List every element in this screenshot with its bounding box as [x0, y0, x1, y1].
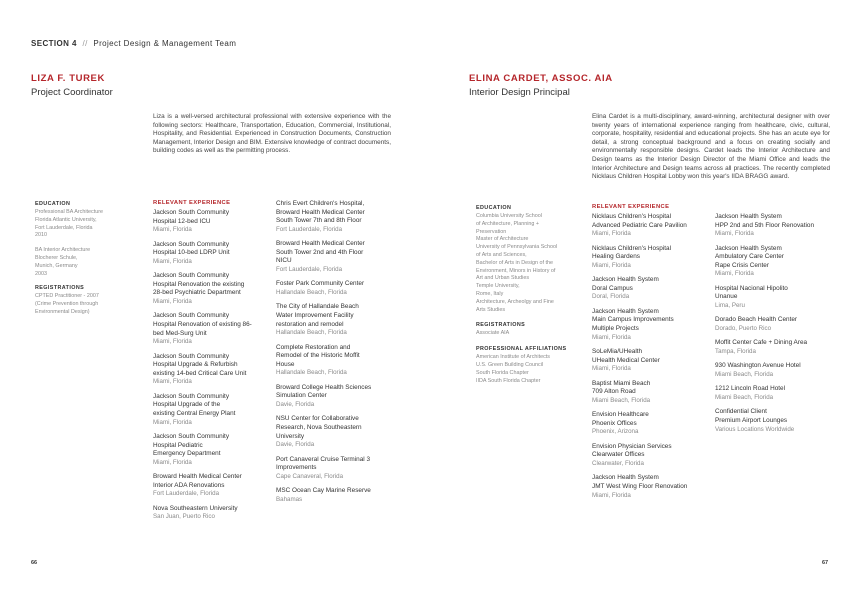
project-title-line: Hospital Pediatric	[153, 441, 203, 449]
project-title-line: South Tower 2nd and 4th Floor	[276, 248, 364, 256]
project-title-line: Hospital Renovation of existing 86-	[153, 320, 252, 328]
info-line: IIDA South Florida Chapter	[476, 377, 541, 384]
project-location: Clearwater, Florida	[592, 459, 644, 467]
info-line: Munich, Germany	[35, 262, 78, 269]
project-location: Davie, Florida	[276, 400, 315, 408]
project-location: Dorado, Puerto Rico	[715, 324, 772, 332]
project-location: Miami, Florida	[153, 257, 192, 265]
project-title-line: Jackson South Community	[153, 272, 230, 280]
project-title-line: Envision Physician Services	[592, 442, 672, 450]
right-bio: Elina Cardet is a multi-disciplinary, award-winning, architectural designer with over twenty years of international experience ranging from healthcare, civic, cultural, corporate, hospitality, residential and educational projects. She has an acute eye for detail, a strong conceptual background and a focus on creating socially and environmentally responsible designs. Cardet leads the Interior Architecture and Design teams as the Interior Design Director of the Miami Office and leads the Interior Architecture and Design teams across all practices. The recently completed Nicklaus Children Hospital Lobby won this year's IIDA BRAGG award.	[592, 113, 830, 181]
project-location: Miami, Florida	[153, 338, 192, 346]
project-title-line: Jackson Health System	[592, 474, 659, 482]
project-title-line: Nova Southeastern University	[153, 504, 238, 512]
project-location: Miami, Florida	[153, 458, 192, 466]
info-line: South Florida Chapter	[476, 369, 529, 376]
project-item	[276, 303, 394, 337]
project-title-line: Hospital 10-bed LDRP Unit	[153, 249, 230, 257]
info-line: 2010	[35, 232, 47, 239]
project-location: Miami, Florida	[715, 270, 754, 278]
info-line: 2003	[35, 270, 47, 277]
project-item	[715, 285, 835, 311]
left-experience-label: RELEVANT EXPERIENCE	[153, 200, 231, 206]
project-title-line: Hospital Upgrade of the	[153, 401, 221, 409]
project-title-line: Research, Nova Southeastern	[276, 423, 362, 431]
project-title-line: Chris Evert Children's Hospital,	[276, 200, 365, 207]
project-title-line: Premium Airport Lounges	[715, 416, 788, 424]
project-title-line: Envision Healthcare	[592, 411, 649, 419]
right-registrations-label: REGISTRATIONS	[476, 322, 526, 329]
project-title-line: Jackson Health System	[592, 307, 659, 315]
info-line: Arts Studies	[476, 306, 506, 313]
project-title-line: restoration and remodel	[276, 320, 344, 328]
right-education-label: EDUCATION	[476, 205, 512, 211]
right-sidebar	[476, 205, 588, 385]
project-location: Davie, Florida	[276, 441, 315, 449]
project-title-line: Remodel of the Historic Moffit	[276, 352, 360, 360]
project-title-line: Hospital 12-bed ICU	[153, 217, 211, 225]
project-location: Phoenix, Arizona	[592, 428, 639, 436]
section-header	[31, 39, 236, 48]
project-location: Miami, Florida	[592, 230, 631, 238]
project-title-line: Jackson South Community	[153, 352, 230, 360]
section-number: SECTION 4	[31, 39, 77, 48]
project-item	[592, 308, 710, 342]
project-title-line: 1212 Lincoln Road Hotel	[715, 385, 785, 393]
project-item	[153, 505, 271, 522]
project-item	[715, 362, 835, 379]
project-title-line: Broward College Health Sciences	[276, 383, 372, 391]
info-line: of Architecture, Planning +	[476, 220, 540, 227]
project-title-line: South Tower 7th and 8th Floor	[276, 217, 362, 225]
project-title-line: HPP 2nd and 5th Floor Renovation	[715, 221, 815, 229]
left-sidebar	[35, 201, 145, 317]
project-title-line: House	[276, 360, 295, 368]
project-location: Hallandale Beach, Florida	[276, 329, 347, 337]
project-item	[153, 393, 271, 427]
right-experience-col1	[592, 213, 710, 506]
project-title-line: Doral Campus	[592, 284, 633, 292]
project-title-line: Unanue	[715, 293, 738, 301]
info-line: Professional BA Architecture	[35, 209, 104, 215]
right-affiliations-list	[476, 354, 588, 385]
info-line: Preservation	[476, 228, 507, 235]
project-title-line: Water Improvement Facility	[276, 311, 354, 319]
project-item	[592, 443, 710, 469]
project-title-line: Phoenix Offices	[592, 419, 637, 427]
info-line: Fort Lauderdale, Florida	[35, 224, 93, 231]
project-title-line: NSU Center for Collaborative	[276, 415, 359, 423]
project-item	[276, 487, 394, 504]
project-item	[592, 348, 710, 374]
project-title-line: Hospital Nacional Hipolito	[715, 284, 788, 292]
project-title-line: Jackson Health System	[715, 213, 782, 220]
project-location: Fort Lauderdale, Florida	[276, 225, 343, 233]
project-title-line: JMT West Wing Floor Renovation	[592, 482, 688, 490]
project-item	[715, 339, 835, 356]
project-location: Bahamas	[276, 495, 303, 503]
project-title-line: University	[276, 432, 305, 440]
project-item	[276, 200, 394, 234]
project-title-line: Healing Gardens	[592, 253, 640, 261]
info-line: BA Interior Architecture	[35, 247, 91, 254]
project-location: Fort Lauderdale, Florida	[276, 265, 343, 273]
project-location: Miami, Florida	[592, 261, 631, 269]
project-title-line: Clearwater Offices	[592, 451, 645, 459]
project-item	[715, 385, 835, 402]
info-line: Associate AIA	[476, 330, 510, 337]
project-item	[153, 433, 271, 467]
project-title-line: 709 Alton Road	[592, 388, 636, 396]
info-line: University of Pennsylvania School	[476, 244, 558, 251]
project-item	[276, 384, 394, 410]
project-location: Various Locations Worldwide	[715, 425, 795, 433]
project-location: Miami, Florida	[153, 297, 192, 305]
project-title-line: MSC Ocean Cay Marine Reserve	[276, 487, 371, 495]
project-location: Miami Beach, Florida	[715, 393, 774, 401]
project-location: Miami Beach, Florida	[715, 370, 774, 378]
project-title-line: Rape Crisis Center	[715, 261, 769, 269]
project-title-line: existing Central Energy Plant	[153, 409, 236, 417]
project-title-line: Advanced Pediatric Care Pavilion	[592, 221, 687, 229]
left-education-label: EDUCATION	[35, 201, 71, 207]
left-page-number: 66	[31, 560, 38, 566]
project-item	[276, 280, 394, 297]
project-title-line: 930 Washington Avenue Hotel	[715, 362, 801, 370]
project-item	[592, 245, 710, 271]
info-line: of Arts and Sciences,	[476, 251, 527, 258]
project-location: Hallandale Beach, Florida	[276, 369, 347, 377]
right-registrations-list	[476, 330, 588, 338]
right-education-list	[476, 213, 588, 314]
info-line: Bachelor of Arts in Design of the	[476, 259, 554, 266]
project-item	[153, 473, 271, 499]
right-person-name: ELINA CARDET, ASSOC. AIA	[469, 73, 613, 84]
left-person-name: LIZA F. TUREK	[31, 73, 105, 84]
project-title-line: Hospital Upgrade & Refurbish	[153, 361, 238, 369]
project-location: Miami Beach, Florida	[592, 396, 651, 404]
project-item	[715, 213, 835, 239]
info-line: Architecture, Archeolgy and Fine	[476, 298, 554, 305]
project-item	[153, 209, 271, 235]
left-experience-col2	[276, 200, 394, 510]
project-title-line: Broward Health Medical Center	[276, 240, 365, 248]
left-person-role: Project Coordinator	[31, 87, 113, 98]
project-location: Fort Lauderdale, Florida	[153, 490, 220, 498]
project-location: Miami, Florida	[153, 378, 192, 386]
section-separator: //	[82, 39, 88, 48]
project-item	[592, 474, 710, 500]
info-line: (Crime Prevention through	[35, 301, 99, 308]
project-location: Miami, Florida	[592, 491, 631, 499]
project-item	[715, 245, 835, 279]
project-item	[276, 456, 394, 482]
project-title-line: Multiple Projects	[592, 324, 639, 332]
project-item	[276, 344, 394, 378]
left-education-list	[35, 209, 145, 278]
info-line: CPTED Practitioner - 2007	[35, 293, 99, 300]
project-title-line: Simulation Center	[276, 392, 327, 400]
project-title-line: Confidential Client	[715, 408, 767, 416]
project-title-line: Emergency Department	[153, 450, 221, 458]
left-registrations-list	[35, 293, 145, 316]
info-line: Temple University,	[476, 283, 520, 290]
info-line: Environment, Minors in History of	[476, 267, 556, 274]
section-title: Project Design & Management Team	[93, 39, 237, 48]
right-person-role: Interior Design Principal	[469, 87, 570, 98]
project-title-line: Nicklaus Children's Hospital	[592, 244, 672, 252]
project-location: Miami, Florida	[153, 418, 192, 426]
left-bio: Liza is a well-versed architectural professional with extensive experience with the following sectors: Healthcare, Transportation, Education, Commercial, Institutional, Hospitality, and Residential. Experienced in Construction Documents, Construction Management, Interior Design and BIM. Extensive knowledge of contract documents, building codes as well as the permitting process.	[153, 113, 391, 155]
project-item	[715, 316, 835, 333]
project-location: Cape Canaveral, Florida	[276, 472, 344, 480]
right-page-number: 67	[822, 560, 829, 566]
project-title-line: UHealth Medical Center	[592, 356, 660, 364]
project-title-line: The City of Hallandale Beach	[276, 303, 359, 311]
project-item	[592, 276, 710, 302]
info-line: Rome, Italy	[476, 290, 504, 297]
project-title-line: SoLeMia/UHealth	[592, 347, 643, 355]
info-line: Master of Architecture	[476, 236, 529, 243]
info-line: Blocherer Schule,	[35, 254, 78, 261]
project-item	[592, 411, 710, 437]
project-item	[153, 241, 271, 267]
info-line: American Institute of Architects	[476, 354, 551, 361]
project-item	[592, 213, 710, 239]
project-title-line: Improvements	[276, 464, 317, 472]
project-item	[153, 353, 271, 387]
project-location: Miami, Florida	[153, 226, 192, 234]
info-line: Florida Atlantic University,	[35, 216, 97, 223]
project-title-line: Jackson South Community	[153, 312, 230, 320]
project-item	[715, 408, 835, 434]
project-title-line: Nicklaus Children's Hospital	[592, 213, 672, 220]
project-location: Miami, Florida	[715, 230, 754, 238]
project-title-line: NICU	[276, 257, 292, 265]
project-title-line: Jackson Health System	[715, 244, 782, 252]
left-registrations-label: REGISTRATIONS	[35, 285, 85, 292]
project-location: Miami, Florida	[592, 365, 631, 373]
project-title-line: Jackson South Community	[153, 240, 230, 248]
project-title-line: Port Canaveral Cruise Terminal 3	[276, 455, 371, 463]
project-location: Miami, Florida	[592, 333, 631, 341]
project-location: Tampa, Florida	[715, 347, 756, 355]
project-title-line: existing 14-bed Critical Care Unit	[153, 369, 247, 377]
project-item	[153, 272, 271, 306]
project-title-line: Hospital Renovation the existing	[153, 280, 245, 288]
project-title-line: Jackson South Community	[153, 432, 230, 440]
project-title-line: bed Med-Surg Unit	[153, 329, 207, 337]
project-item	[592, 380, 710, 406]
right-experience-col2	[715, 213, 835, 440]
left-experience-col1	[153, 209, 271, 528]
project-location: Doral, Florida	[592, 293, 630, 301]
project-item	[153, 312, 271, 346]
info-line: Environmental Design)	[35, 308, 90, 315]
project-title-line: Broward Health Medical Center	[276, 208, 365, 216]
info-line: Art and Urban Studies	[476, 275, 530, 282]
project-title-line: Ambulatory Care Center	[715, 253, 784, 261]
project-item	[276, 240, 394, 274]
project-title-line: Jackson South Community	[153, 392, 230, 400]
project-location: San Juan, Puerto Rico	[153, 513, 215, 521]
right-experience-label: RELEVANT EXPERIENCE	[592, 204, 670, 210]
project-title-line: Complete Restoration and	[276, 343, 351, 351]
project-title-line: Moffit Center Cafe + Dining Area	[715, 339, 808, 347]
project-title-line: Interior ADA Renovations	[153, 481, 225, 489]
project-title-line: Dorado Beach Health Center	[715, 316, 798, 324]
project-title-line: 28-bed Psychiatric Department	[153, 289, 241, 297]
right-affiliations-label: PROFESSIONAL AFFILIATIONS	[476, 346, 567, 353]
project-title-line: Broward Health Medical Center	[153, 473, 242, 481]
project-title-line: Foster Park Community Center	[276, 280, 365, 288]
project-item	[276, 415, 394, 449]
project-title-line: Baptist Miami Beach	[592, 379, 651, 387]
project-title-line: Main Campus Improvements	[592, 316, 674, 324]
project-title-line: Jackson South Community	[153, 209, 230, 216]
project-location: Lima, Peru	[715, 301, 745, 309]
project-title-line: Jackson Health System	[592, 276, 659, 284]
project-location: Hallandale Beach, Florida	[276, 288, 347, 296]
info-line: U.S. Green Building Council	[476, 361, 544, 368]
info-line: Columbia University School	[476, 213, 542, 219]
